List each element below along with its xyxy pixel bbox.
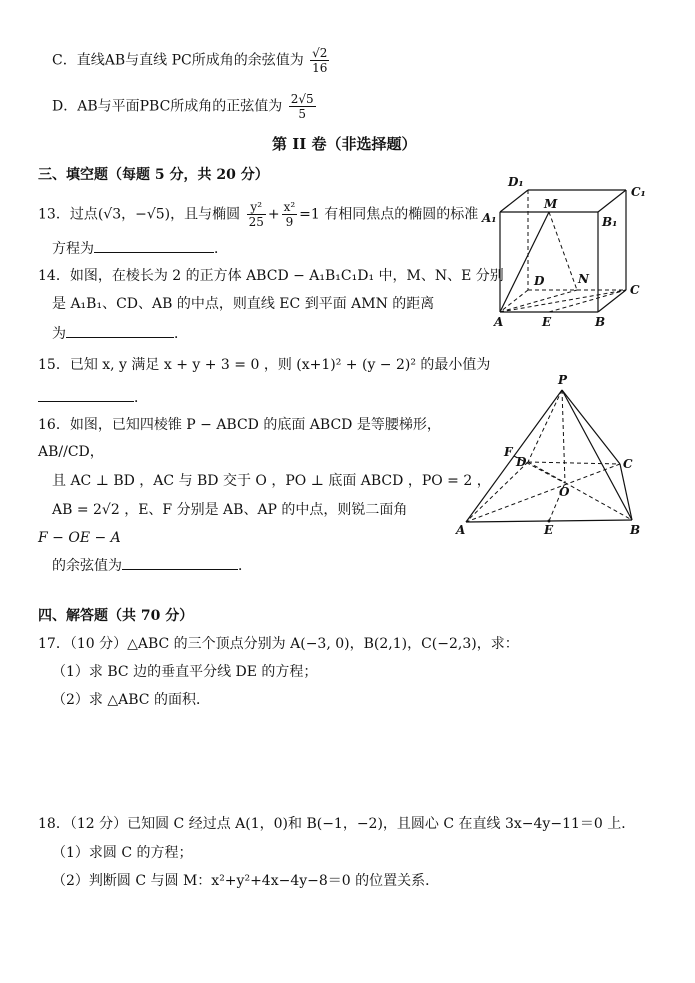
- pyramid-label-p: P: [558, 373, 568, 387]
- q13-end: ．: [214, 241, 228, 257]
- frac-numerator: 2√5: [290, 92, 314, 106]
- cube-label-c1: C₁: [631, 185, 646, 199]
- part-title: 第 II 卷（非选择题）: [272, 135, 417, 153]
- question-14-line3: [52, 323, 188, 344]
- pyramid-label-b: B: [630, 523, 641, 537]
- question-14-line1: 14．如图，在棱长为 2 的正方体 ABCD − A₁B₁C₁D₁ 中，M、N、E 分别: [38, 268, 504, 284]
- cube-label-d: D: [534, 274, 545, 288]
- option-d: [52, 92, 318, 121]
- cube-label-d1: D₁: [508, 175, 524, 189]
- pyramid-label-f: F: [504, 445, 513, 459]
- q13-plus: +: [267, 206, 280, 223]
- q13-text-b: =1 有相同焦点的椭圆的标准: [299, 206, 479, 223]
- option-d-fraction: [289, 92, 316, 121]
- pyramid-label-c: C: [623, 457, 633, 471]
- question-16-line5: F − OE − A: [38, 530, 121, 546]
- frac-denominator: 9: [285, 215, 294, 229]
- frac-numerator: y²: [247, 200, 266, 215]
- frac-numerator: x²: [283, 200, 296, 214]
- cube-label-b: B: [595, 315, 606, 329]
- cube-label-e: E: [542, 315, 552, 329]
- section-fill-blank-title: 三、填空题（每题 5 分，共 20 分）: [38, 167, 269, 183]
- question-13-line1: [38, 200, 478, 229]
- question-16-line4: AB = 2√2 ，E、F 分别是 AB、AP 的中点，则锐二面角: [52, 502, 408, 518]
- option-d-label: D．: [52, 98, 78, 115]
- option-c-fraction: [310, 46, 329, 75]
- question-13-line2: [52, 238, 228, 259]
- question-17-line1: 17．（10 分）△ABC 的三个顶点分别为 A(−3, 0)，B(2,1)，C(−2,3)，求：: [38, 636, 519, 652]
- pyramid-label-d: D: [516, 455, 527, 469]
- cube-label-m: M: [544, 197, 558, 211]
- question-15-line2: [38, 387, 148, 408]
- q14-text-c: 为: [52, 326, 66, 342]
- question-16-line2: AB//CD，: [38, 444, 104, 460]
- answer-blank[interactable]: [94, 238, 214, 253]
- question-16-line1: 16．如图，已知四棱锥 P − ABCD 的底面 ABCD 是等腰梯形，: [38, 417, 441, 433]
- q16-end: ．: [238, 558, 252, 574]
- frac-numerator: √2: [312, 46, 328, 60]
- option-d-text: AB与平面PBC所成角的正弦值为: [77, 98, 283, 115]
- frac-denominator: 16: [312, 61, 328, 75]
- cube-figure: [478, 170, 658, 330]
- question-18-part2: （2）判断圆 C 与圆 M：x²+y²+4x−4y−8＝0 的位置关系．: [52, 873, 440, 889]
- q13-fraction-y: [247, 200, 266, 229]
- question-18-part1: （1）求圆 C 的方程；: [52, 845, 193, 861]
- question-17-part1: （1）求 BC 边的垂直平分线 DE 的方程；: [52, 664, 318, 680]
- question-17-part2: （2）求 △ABC 的面积．: [52, 692, 210, 708]
- answer-blank[interactable]: [38, 387, 134, 402]
- question-14-line2: 是 A₁B₁、CD、AB 的中点，则直线 EC 到平面 AMN 的距离: [52, 296, 435, 312]
- option-c-label: C．: [52, 52, 77, 69]
- q16-text-f: 的余弦值为: [52, 558, 122, 574]
- answer-blank[interactable]: [66, 323, 174, 338]
- cube-label-n: N: [578, 272, 589, 286]
- q15-end: ．: [134, 390, 148, 406]
- question-15-line1: 15．已知 x, y 满足 x + y + 3 = 0 ，则 (x+1)² + (y − 2)² 的最小值为: [38, 357, 491, 373]
- q13-text-a: 13．过点(√3，−√5)，且与椭圆: [38, 206, 241, 223]
- question-16-line6: [52, 555, 252, 576]
- question-16-line3: 且 AC ⊥ BD ，AC 与 BD 交于 O ，PO ⊥ 底面 ABCD ，PO = 2 ，: [52, 473, 491, 489]
- frac-denominator: 25: [248, 215, 264, 229]
- cube-label-a1: A₁: [482, 211, 497, 225]
- cube-label-b1: B₁: [602, 215, 618, 229]
- pyramid-label-a: A: [456, 523, 466, 537]
- q13-text-c: 方程为: [52, 241, 94, 257]
- section-answer-title: 四、解答题（共 70 分）: [38, 608, 194, 624]
- option-c-text: 直线AB与直线 PC所成角的余弦值为: [76, 52, 304, 69]
- frac-denominator: 5: [298, 107, 307, 121]
- q14-end: ．: [174, 326, 188, 342]
- q13-fraction-x: [282, 200, 298, 229]
- option-c: [52, 46, 331, 75]
- pyramid-figure: [452, 370, 652, 540]
- pyramid-label-o: O: [559, 485, 570, 499]
- cube-label-c: C: [630, 283, 640, 297]
- cube-label-a: A: [494, 315, 504, 329]
- pyramid-label-e: E: [544, 523, 554, 537]
- answer-blank[interactable]: [122, 555, 238, 570]
- question-18-line1: 18．（12 分）已知圆 C 经过点 A(1，0)和 B(−1，−2)，且圆心 C 在直线 3x−4y−11＝0 上．: [38, 816, 636, 832]
